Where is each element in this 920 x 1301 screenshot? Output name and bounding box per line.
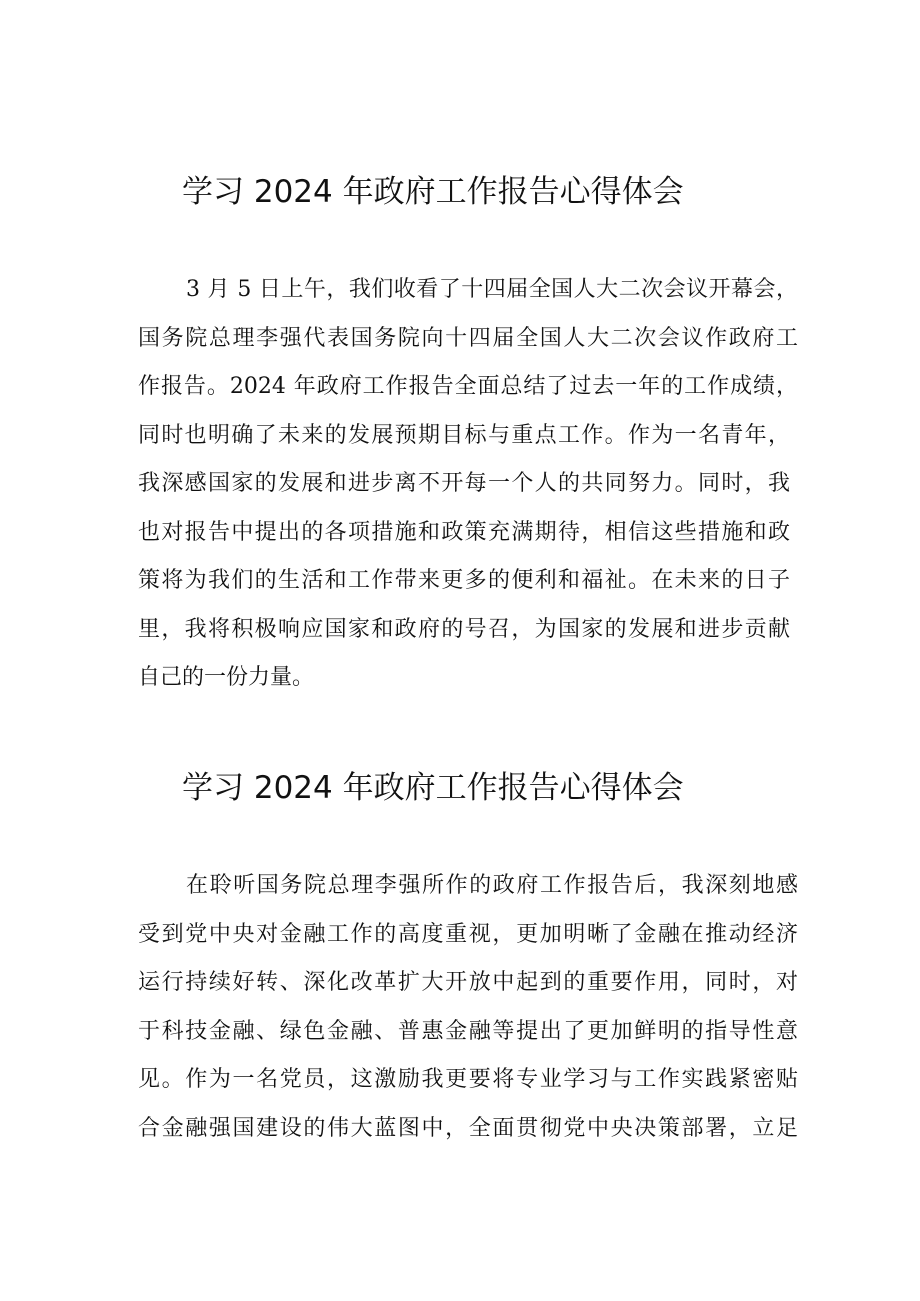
paragraph-line: 我深感国家的发展和进步离不开每一个人的共同努力。同时，我 — [138, 471, 790, 496]
paragraph-line: 里，我将积极响应国家和政府的号召，为国家的发展和进步贡献 — [138, 616, 790, 642]
paragraph — [138, 266, 798, 703]
paragraph-line: 运行持续好转、深化改革扩大开放中起到的重要作用，同时，对 — [138, 970, 798, 995]
paragraph — [138, 862, 798, 1153]
paragraph-line: 见。作为一名党员，这激励我更要将专业学习与工作实践紧密贴 — [138, 1067, 798, 1092]
paragraph-line: 受到党中央对金融工作的高度重视，更加明晰了金融在推动经济 — [138, 921, 798, 947]
paragraph-line: 也对报告中提出的各项措施和政策充满期待，相信这些措施和政 — [138, 519, 790, 545]
paragraph-line: 国务院总理李强代表国务院向十四届全国人大二次会议作政府工 — [138, 325, 798, 351]
paragraph-line: 自己的一份力量。 — [138, 665, 315, 690]
paragraph-line: 合金融强国建设的伟大蓝图中，全面贯彻党中央决策部署，立足 — [138, 1115, 798, 1141]
paragraph-line: 于科技金融、绿色金融、普惠金融等提出了更加鲜明的指导性意 — [138, 1018, 798, 1044]
paragraph-line: 同时也明确了未来的发展预期目标与重点工作。作为一名青年， — [138, 422, 790, 448]
paragraph-line: 在聆听国务院总理李强所作的政府工作报告后，我深刻地感 — [186, 873, 798, 898]
paragraph-line: 3 月 5 日上午，我们收看了十四届全国人大二次会议开幕会， — [186, 277, 798, 302]
section-title: 学习 2024 年政府工作报告心得体会 — [182, 174, 684, 210]
paragraph-line: 作报告。2024 年政府工作报告全面总结了过去一年的工作成绩， — [138, 374, 798, 399]
paragraph-line: 策将为我们的生活和工作带来更多的便利和福祉。在未来的日子 — [138, 568, 790, 593]
section-title: 学习 2024 年政府工作报告心得体会 — [182, 770, 684, 806]
